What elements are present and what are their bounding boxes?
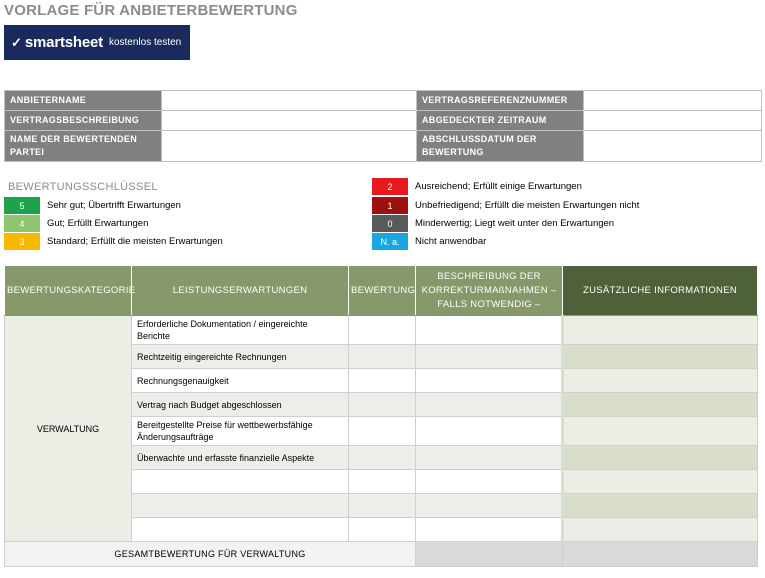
- key-text: Standard; Erfüllt die meisten Erwartungen: [47, 236, 223, 247]
- key-text: Unbefriedigend; Erfüllt die meisten Erwartungen nicht: [415, 200, 640, 211]
- key-swatch: 3: [4, 233, 40, 250]
- expectation-cell[interactable]: [132, 518, 349, 542]
- additional-cell[interactable]: [563, 518, 758, 542]
- contract-ref-field[interactable]: [584, 91, 762, 111]
- key-text: Gut; Erfüllt Erwartungen: [47, 218, 149, 229]
- expectation-cell[interactable]: Bereitgestellte Preise für wettbewerbsfähige Änderungsaufträge: [132, 417, 349, 446]
- rating-cell[interactable]: [349, 417, 416, 446]
- header-expectations: LEISTUNGSERWARTUNGEN: [132, 266, 349, 316]
- corrective-cell[interactable]: [416, 345, 563, 369]
- period-label: ABGEDECKTER ZEITRAUM: [417, 111, 584, 131]
- contract-desc-label: VERTRAGSBESCHREIBUNG: [5, 111, 162, 131]
- vendor-name-label: ANBIETERNAME: [5, 91, 162, 111]
- expectation-cell[interactable]: Rechnungsgenauigkeit: [132, 369, 349, 393]
- key-text: Nicht anwendbar: [415, 236, 487, 247]
- evaluator-label: NAME DER BEWERTENDEN PARTEI: [5, 131, 162, 162]
- key-swatch: 0: [372, 215, 408, 232]
- rating-cell[interactable]: [349, 393, 416, 417]
- key-item: [4, 233, 223, 250]
- header-additional: ZUSÄTZLICHE INFORMATIONEN: [563, 266, 758, 316]
- contract-ref-label: VERTRAGSREFERENZNUMMER: [417, 91, 584, 111]
- corrective-cell[interactable]: [416, 393, 563, 417]
- rating-cell[interactable]: [349, 518, 416, 542]
- logo-brand: smartsheet: [24, 34, 103, 51]
- key-swatch: 2: [372, 178, 408, 195]
- total-corrective-cell[interactable]: [416, 542, 563, 567]
- checkmark-icon: ✓: [11, 34, 22, 50]
- rating-cell[interactable]: [349, 494, 416, 518]
- rating-cell[interactable]: [349, 316, 416, 345]
- additional-cell[interactable]: [563, 393, 758, 417]
- key-item: [372, 215, 614, 232]
- expectation-cell[interactable]: Vertrag nach Budget abgeschlossen: [132, 393, 349, 417]
- additional-cell[interactable]: [563, 417, 758, 446]
- close-date-field[interactable]: [584, 131, 762, 162]
- corrective-cell[interactable]: [416, 369, 563, 393]
- page-title: VORLAGE FÜR ANBIETERBEWERTUNG: [4, 2, 298, 19]
- category-cell: VERWALTUNG: [5, 316, 132, 542]
- key-text: Ausreichend; Erfüllt einige Erwartungen: [415, 181, 582, 192]
- header-corrective: BESCHREIBUNG DER KORREKTURMAßNAHMEN – FALLS NOTWENDIG –: [416, 266, 563, 316]
- key-text: Sehr gut; Übertrifft Erwartungen: [47, 200, 181, 211]
- key-item: [4, 197, 181, 214]
- corrective-cell[interactable]: [416, 470, 563, 494]
- contract-desc-field[interactable]: [162, 111, 417, 131]
- rating-key-title: BEWERTUNGSSCHLÜSSEL: [8, 181, 158, 193]
- period-field[interactable]: [584, 111, 762, 131]
- additional-cell[interactable]: [563, 470, 758, 494]
- additional-cell[interactable]: [563, 345, 758, 369]
- additional-cell[interactable]: [563, 369, 758, 393]
- key-item: [372, 178, 582, 195]
- rating-cell[interactable]: [349, 345, 416, 369]
- rating-cell[interactable]: [349, 369, 416, 393]
- vendor-info-table: [4, 90, 762, 162]
- total-additional-cell[interactable]: [563, 542, 758, 567]
- key-item: [4, 215, 148, 232]
- expectation-cell[interactable]: Rechtzeitig eingereichte Rechnungen: [132, 345, 349, 369]
- total-label: GESAMTBEWERTUNG FÜR VERWALTUNG: [5, 542, 416, 567]
- rating-cell[interactable]: [349, 470, 416, 494]
- smartsheet-logo-button[interactable]: [4, 25, 190, 60]
- additional-cell[interactable]: [563, 494, 758, 518]
- key-swatch: 5: [4, 197, 40, 214]
- header-category: BEWERTUNGSKATEGORIE: [5, 266, 132, 316]
- header-rating: BEWERTUNG: [349, 266, 416, 316]
- evaluator-field[interactable]: [162, 131, 417, 162]
- corrective-cell[interactable]: [416, 518, 563, 542]
- key-item: [372, 197, 639, 214]
- corrective-cell[interactable]: [416, 446, 563, 470]
- key-item: [372, 233, 486, 250]
- key-text: Minderwertig; Liegt weit unter den Erwartungen: [415, 218, 615, 229]
- corrective-cell[interactable]: [416, 494, 563, 518]
- rating-cell[interactable]: [349, 446, 416, 470]
- expectation-cell[interactable]: Erforderliche Dokumentation / eingereichte Berichte: [132, 316, 349, 345]
- expectation-cell[interactable]: [132, 470, 349, 494]
- logo-cta: kostenlos testen: [108, 37, 182, 48]
- additional-cell[interactable]: [563, 316, 758, 345]
- key-swatch: N. a.: [372, 233, 408, 250]
- corrective-cell[interactable]: [416, 417, 563, 446]
- key-swatch: 1: [372, 197, 408, 214]
- vendor-name-field[interactable]: [162, 91, 417, 111]
- corrective-cell[interactable]: [416, 316, 563, 345]
- expectation-cell[interactable]: [132, 494, 349, 518]
- close-date-label: ABSCHLUSSDATUM DER BEWERTUNG: [417, 131, 584, 162]
- key-swatch: 4: [4, 215, 40, 232]
- evaluation-table: [4, 265, 758, 567]
- expectation-cell[interactable]: Überwachte und erfasste finanzielle Aspekte: [132, 446, 349, 470]
- additional-cell[interactable]: [563, 446, 758, 470]
